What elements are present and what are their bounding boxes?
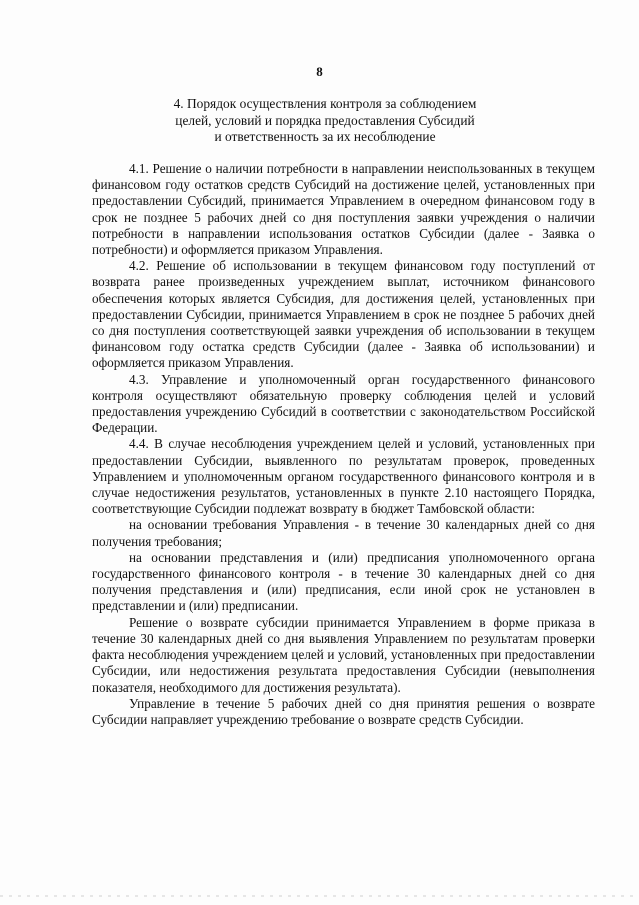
section-heading xyxy=(90,96,560,146)
paragraph-4-4: 4.4. В случае несоблюдения учреждением целей и условий, установленных при предоставлении Субсидии, выявленного по результатам проверок, проведенных Управлением и уполномоченным органом государственного финансового контроля и в случае недостижения результатов, установленных в пункте 2.10 настоящего Порядка, соответствующие Субсидии подлежат возврату в бюджет Тамбовской области: xyxy=(92,436,595,517)
paragraph-return-decision: Решение о возврате субсидии принимается Управлением в форме приказа в течение 30 календарных дней со дня выявления Управлением по результатам проверки факта несоблюдения учреждением целей и условий, установленных при предоставлении Субсидии, или недостижения результата предоставления Субсидии (невыполнения показателя, необходимого для достижения результата). xyxy=(92,614,595,695)
section-heading-line-1: 4. Порядок осуществления контроля за соблюдением xyxy=(173,96,477,111)
paragraph-return-demand: Управление в течение 5 рабочих дней со дня принятия решения о возврате Субсидии направляет учреждению требование о возврате средств Субсидии. xyxy=(92,695,595,727)
page-number: 8 xyxy=(316,64,323,79)
paragraph-4-2: 4.2. Решение об использовании в текущем финансовом году поступлений от возврата ранее произведенных учреждением выплат, источником финансового обеспечения которых является Субсидия, для достижения целей, установленных при предоставлении Субсидии, принимается Управлением в срок не позднее 5 рабочих дней со дня поступления соответствующей заявки учреждения об использовании в текущем финансовом году остатка средств Субсидии (далее - Заявка об использовании) и оформляется приказом Управления. xyxy=(92,258,595,371)
paragraph-4-3: 4.3. Управление и уполномоченный орган государственного финансового контроля осуществляют обязательную проверку соблюдения целей и условий предоставления учреждению Субсидий в соответствии с законодательством Российской Федерации. xyxy=(92,371,595,436)
paragraph-4-1: 4.1. Решение о наличии потребности в направлении неиспользованных в текущем финансовом году остатков средств Субсидий на достижение целей, установленных при предоставлении Субсидий, принимается Управлением в очередном финансовом году в срок не позднее 5 рабочих дней со дня поступления заявки учреждения о наличии потребности в направлении использования остатков Субсидии (далее - Заявка о потребности) и оформляется приказом Управления. xyxy=(92,161,595,258)
scan-edge-artifact xyxy=(0,895,639,897)
section-body xyxy=(92,161,595,728)
paragraph-return-on-prescription: на основании представления и (или) предписания уполномоченного органа государственного финансового контроля - в течение 30 календарных дней со дня получения представления и (или) предписания, если иной срок не установлен в представлении и (или) предписании. xyxy=(92,549,595,614)
section-heading-line-3: и ответственность за их несоблюдение xyxy=(214,129,436,144)
section-heading-line-2: целей, условий и порядка предоставления Субсидий xyxy=(175,112,475,128)
paragraph-return-on-demand: на основании требования Управления - в течение 30 календарных дней со дня получения требования; xyxy=(92,517,595,549)
